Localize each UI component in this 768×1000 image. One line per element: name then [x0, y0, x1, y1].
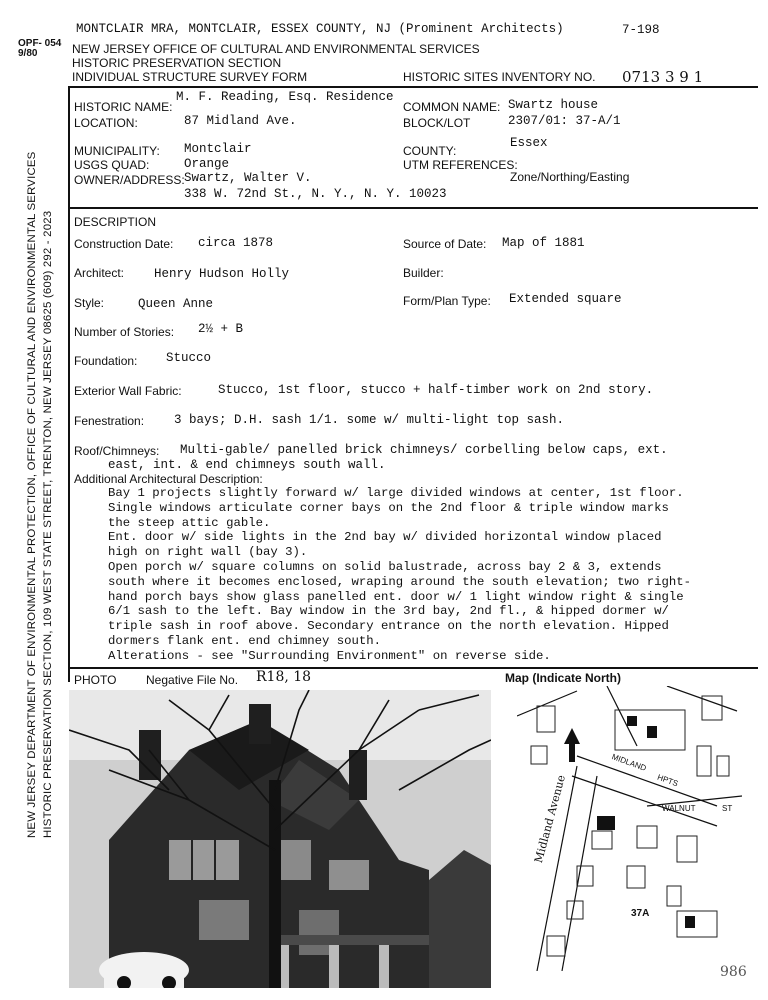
- additional-line: dormers flank ent. end chimney south.: [108, 633, 382, 648]
- additional-line: Ent. door w/ side lights in the 2nd bay w/ divided horizontal window placed: [108, 530, 662, 545]
- architect-label: Architect:: [74, 266, 125, 280]
- style-label: Style:: [74, 296, 105, 310]
- municipality-value: Montclair: [184, 142, 252, 156]
- page-code: 7-198: [622, 23, 660, 37]
- form-plan-label: Form/Plan Type:: [403, 294, 491, 308]
- zone-label: Zone/Northing/Easting: [510, 170, 630, 184]
- header-top-line: MONTCLAIR MRA, MONTCLAIR, ESSEX COUNTY, NJ (Prominent Architects): [76, 22, 564, 36]
- map-street-midland: MIDLAND: [610, 752, 648, 773]
- construction-label: Construction Date:: [74, 237, 174, 251]
- roof-line-1: Multi-gable/ panelled brick chimneys/ corbelling below caps, ext.: [180, 443, 668, 457]
- additional-line: Alterations - see "Surrounding Environment" on reverse side.: [108, 648, 551, 663]
- usgs-value: Orange: [184, 157, 230, 171]
- map-street-walnut: WALNUT: [662, 804, 696, 813]
- county-label: COUNTY:: [403, 144, 457, 158]
- additional-line: south where it becomes enclosed, wraping around the south elevation; two right-: [108, 574, 691, 589]
- historic-name: M. F. Reading, Esq. Residence: [176, 90, 394, 104]
- block-lot-value: 2307/01: 37-A/1: [508, 114, 621, 128]
- office-name: NEW JERSEY OFFICE OF CULTURAL AND ENVIRONMENTAL SERVICES: [72, 42, 480, 56]
- negative-label: Negative File No.: [146, 673, 239, 687]
- owner-value: Swartz, Walter V.: [184, 171, 312, 185]
- address-value: 338 W. 72nd St., N. Y., N. Y. 10023: [184, 187, 447, 201]
- historic-name-label: HISTORIC NAME:: [74, 100, 173, 114]
- county-value: Essex: [510, 136, 548, 150]
- location-label: LOCATION:: [74, 116, 138, 130]
- additional-line: high on right wall (bay 3).: [108, 545, 308, 560]
- owner-label: OWNER/ADDRESS:: [74, 173, 185, 187]
- stories-value: 2½ + B: [198, 322, 244, 336]
- builder-label: Builder:: [403, 266, 444, 280]
- common-name-label: COMMON NAME:: [403, 100, 501, 114]
- additional-line: triple sash in roof above. Secondary entrance on the north elevation. Hipped: [108, 619, 669, 634]
- map-street-st: ST: [722, 804, 733, 813]
- side-address-strip: [0, 0, 60, 1000]
- architect-value: Henry Hudson Holly: [154, 267, 290, 281]
- stories-label: Number of Stories:: [74, 325, 175, 339]
- side-text-line1: NEW JERSEY DEPARTMENT OF ENVIRONMENTAL PROTECTION, OFFICE OF CULTURAL AND ENVIRONMENTAL SERVICES: [26, 151, 38, 838]
- foundation-label: Foundation:: [74, 354, 138, 368]
- municipality-label: MUNICIPALITY:: [74, 144, 160, 158]
- additional-line: Open porch w/ square columns on solid balustrade, across bay 2 & 3, extends: [108, 559, 662, 574]
- form-name: INDIVIDUAL STRUCTURE SURVEY FORM: [72, 70, 308, 84]
- wall-value: Stucco, 1st floor, stucco + half-timber work on 2nd story.: [218, 383, 654, 397]
- form-code: OPF- 054: [18, 38, 62, 49]
- additional-line: 6/1 sash to the left. Bay window in the 3rd bay, 2nd fl., & hipped dormer w/: [108, 604, 669, 619]
- source-value: Map of 1881: [502, 236, 585, 250]
- inventory-number: 0713 3 9 1: [622, 68, 704, 86]
- additional-label: Additional Architectural Description:: [74, 472, 263, 486]
- photo-label: PHOTO: [74, 673, 117, 687]
- block-lot-label: BLOCK/LOT: [403, 116, 471, 130]
- construction-value: circa 1878: [198, 236, 274, 250]
- style-value: Queen Anne: [138, 297, 214, 311]
- form-plan-value: Extended square: [509, 292, 622, 306]
- additional-line: Bay 1 projects slightly forward w/ large divided windows at center, 1st floor.: [108, 486, 684, 500]
- rule-left: [68, 86, 70, 682]
- house-photo: [69, 690, 491, 988]
- wall-label: Exterior Wall Fabric:: [74, 384, 182, 398]
- location-map: [517, 686, 742, 971]
- side-text-line2: HISTORIC PRESERVATION SECTION, 109 WEST STATE STREET, TRENTON, NEW JERSEY 08625 (609) 292 - 2023: [42, 210, 54, 838]
- roof-line-2: east, int. & end chimneys south wall.: [108, 458, 386, 472]
- fenestration-value: 3 bays; D.H. sash 1/1. some w/ multi-light top sash.: [174, 413, 565, 427]
- map-avenue-label: Midland Avenue: [532, 773, 568, 865]
- usgs-label: USGS QUAD:: [74, 158, 150, 172]
- additional-description: [108, 486, 691, 664]
- rule-photo: [68, 667, 758, 669]
- source-label: Source of Date:: [403, 237, 487, 251]
- map-parcel-label: 37A: [631, 908, 650, 919]
- page-mark: 986: [720, 964, 747, 980]
- rule-description: [68, 207, 758, 209]
- additional-line: Single windows articulate corner bays on the 2nd floor & triple window marks: [108, 500, 669, 515]
- roof-label: Roof/Chimneys:: [74, 444, 160, 458]
- rule-top: [68, 86, 758, 88]
- house-photo-image: [69, 690, 491, 988]
- location-value: 87 Midland Ave.: [184, 114, 297, 128]
- additional-line: the steep attic gable.: [108, 515, 271, 530]
- form-date: 9/80: [18, 48, 38, 59]
- map-street-heights: HPTS: [656, 772, 680, 789]
- map-label: Map (Indicate North): [505, 671, 621, 685]
- section-name: HISTORIC PRESERVATION SECTION: [72, 56, 282, 70]
- common-name: Swartz house: [508, 98, 599, 112]
- inventory-label: HISTORIC SITES INVENTORY NO.: [403, 70, 596, 84]
- fenestration-label: Fenestration:: [74, 414, 145, 428]
- negative-number: R18, 18: [256, 669, 312, 685]
- description-heading: DESCRIPTION: [74, 215, 157, 229]
- foundation-value: Stucco: [166, 351, 212, 365]
- utm-label: UTM REFERENCES:: [403, 158, 518, 172]
- additional-line: hand porch bays show glass panelled ent. door w/ 1 light window right & single: [108, 589, 684, 604]
